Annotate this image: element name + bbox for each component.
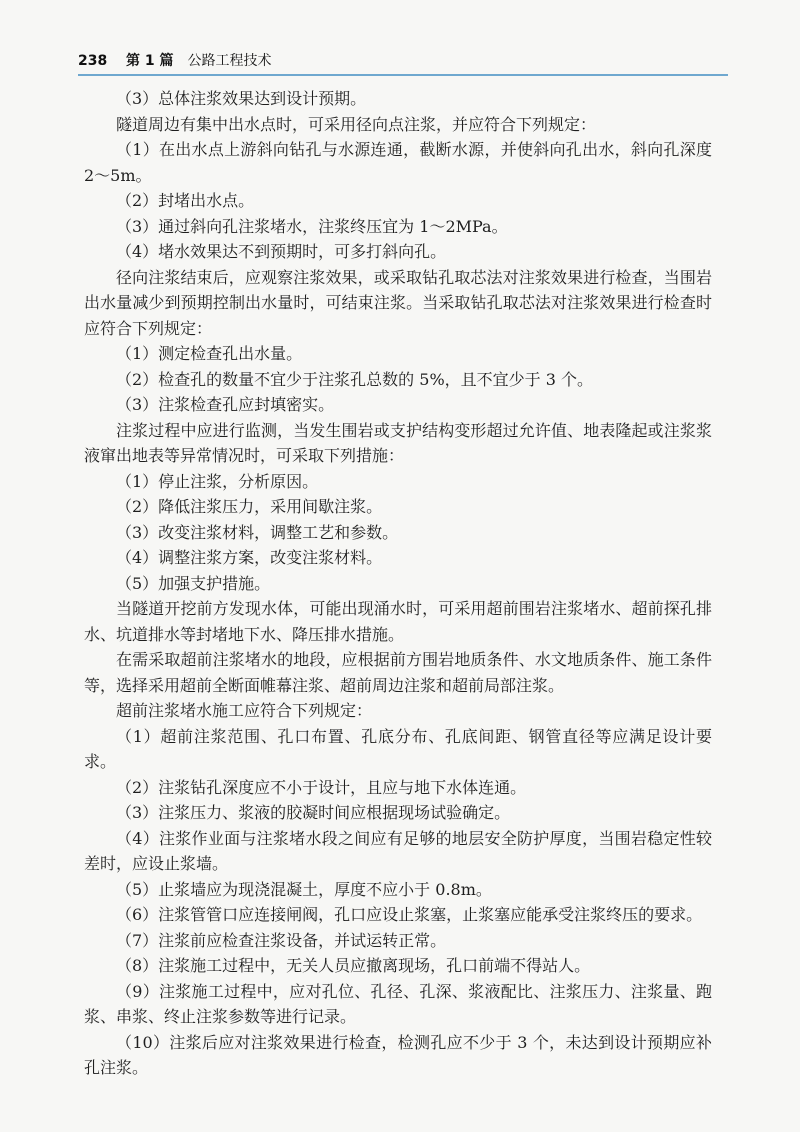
paragraph: （3）注浆压力、浆液的胶凝时间应根据现场试验确定。: [116, 803, 511, 822]
paragraph: 隧道周边有集中出水点时，可采用径向点注浆，并应符合下列规定：: [116, 114, 597, 134]
paragraph: （10）注浆后应对注浆效果进行检查，检测孔应不少于 3 个，未达到设计预期应补孔注浆。: [84, 1032, 712, 1077]
paragraph: （1）在出水点上游斜向钻孔与水源连通，截断水源，并使斜向孔出水，斜向孔深度 2～5m。: [84, 140, 712, 185]
paragraph: （2）注浆钻孔深度应不小于设计，且应与地下水体连通。: [116, 777, 527, 797]
paragraph: 超前注浆堵水施工应符合下列规定：: [116, 701, 373, 720]
paragraph: （1）停止注浆，分析原因。: [116, 471, 319, 491]
paragraph: 注浆过程中应进行监测，当发生围岩或支护结构变形超过允许值、地表隆起或注浆浆液窜出地表等异常情况时，可采取下列措施：: [84, 420, 712, 465]
paragraph: （4）注浆作业面与注浆堵水段之间应有足够的地层安全防护厚度，当围岩稳定性较差时，应设止浆墙。: [84, 828, 712, 873]
paragraph: （5）加强支护措施。: [116, 573, 271, 593]
paragraph: （3）注浆检查孔应封填密实。: [116, 395, 335, 414]
part-label: 第 1 篇: [126, 53, 174, 69]
paragraph: 在需采取超前注浆堵水的地段，应根据前方围岩地质条件、水文地质条件、施工条件等，选择采用超前全断面帷幕注浆、超前周边注浆和超前局部注浆。: [84, 650, 712, 695]
paragraph: 当隧道开挖前方发现水体，可能出现涌水时，可采用超前围岩注浆堵水、超前探孔排水、坑道排水等封堵地下水、降压排水措施。: [84, 599, 712, 644]
paragraph: （3）改变注浆材料，调整工艺和参数。: [116, 522, 399, 542]
part-title: 公路工程技术: [187, 53, 272, 69]
paragraph: （8）注浆施工过程中，无关人员应撤离现场，孔口前端不得站人。: [116, 956, 591, 975]
paragraph: （4）调整注浆方案，改变注浆材料。: [116, 548, 383, 567]
page-header: [78, 50, 728, 70]
paragraph: （9）注浆施工过程中，应对孔位、孔径、孔深、浆液配比、注浆压力、注浆量、跑浆、串浆、终止注浆参数等进行记录。: [84, 981, 712, 1026]
paragraph: （1）超前注浆范围、孔口布置、孔底分布、孔底间距、钢管直径等应满足设计要求。: [84, 726, 712, 771]
page-body: [84, 86, 712, 1081]
paragraph: （5）止浆墙应为现浇混凝土，厚度不应小于 0.8m。: [116, 879, 492, 899]
page-number: 238: [78, 53, 108, 69]
paragraph: （2）封堵出水点。: [116, 191, 255, 210]
paragraph: 径向注浆结束后，应观察注浆效果，或采取钻孔取芯法对注浆效果进行检查，当围岩出水量减少到预期控制出水量时，可结束注浆。当采取钻孔取芯法对注浆效果进行检查时应符合下列规定：: [84, 267, 712, 338]
paragraph: （3）通过斜向孔注浆堵水，注浆终压宜为 1～2MPa。: [116, 216, 508, 236]
paragraph: （2）降低注浆压力，采用间歇注浆。: [116, 497, 383, 516]
paragraph: （6）注浆管管口应连接闸阀，孔口应设止浆塞，止浆塞应能承受注浆终压的要求。: [116, 905, 703, 924]
header-rule: [78, 74, 728, 76]
paragraph: （1）测定检查孔出水量。: [116, 344, 303, 363]
paragraph: （7）注浆前应检查注浆设备，并试运转正常。: [116, 930, 447, 950]
paragraph: （3）总体注浆效果达到设计预期。: [116, 89, 367, 108]
paragraph: （4）堵水效果达不到预期时，可多打斜向孔。: [116, 242, 447, 261]
paragraph: （2）检查孔的数量不宜少于注浆孔总数的 5%，且不宜少于 3 个。: [116, 369, 594, 389]
